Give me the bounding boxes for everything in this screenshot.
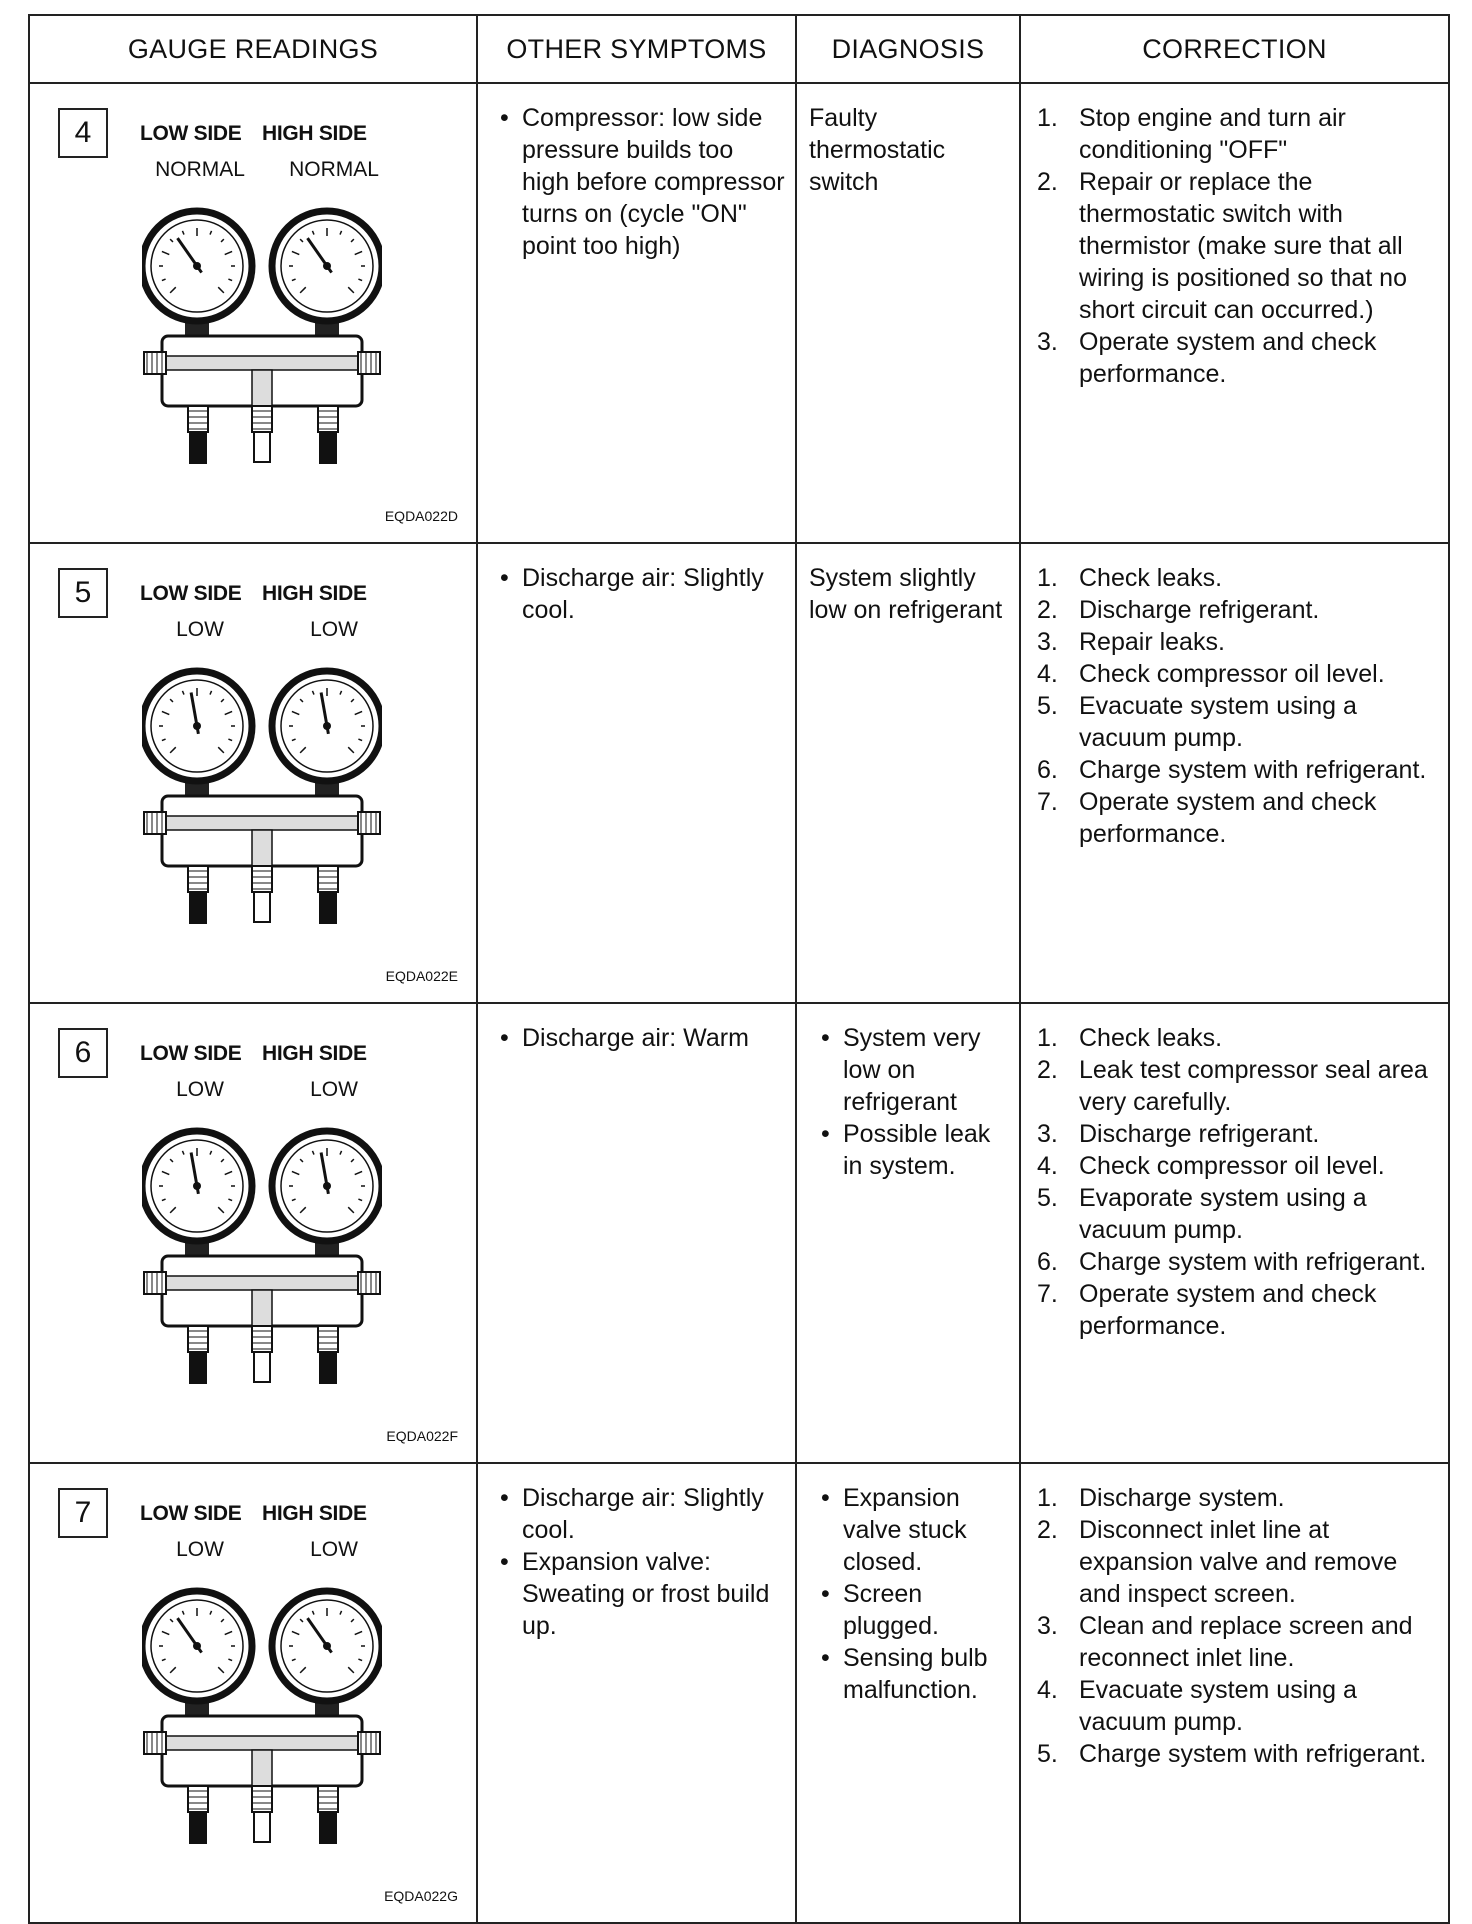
correction-step (1029, 1182, 1440, 1246)
symptom-item: • Compressor: low side pressure builds too high before compressor turns on (cycle "ON" point too high) (488, 102, 785, 262)
step-text: Evaporate system using a vacuum pump. (1079, 1184, 1367, 1244)
manifold-body-icon (144, 796, 380, 866)
step-text: Check compressor oil level. (1079, 660, 1385, 688)
header-correction: CORRECTION (1020, 15, 1449, 83)
step-number: 7. (1037, 788, 1058, 816)
step-number: 4. (1037, 1676, 1058, 1704)
high-side-gauge-icon (272, 1131, 382, 1241)
gauge-readings-cell (29, 543, 477, 1003)
hose-fitting-icon (318, 1786, 338, 1844)
correction-step (1029, 1278, 1440, 1342)
manifold-body-icon (144, 336, 380, 406)
low-side-reading: LOW (176, 1538, 224, 1561)
step-text: Repair leaks. (1079, 628, 1225, 656)
figure-code: EQDA022E (385, 968, 458, 984)
row-number-box: 6 (58, 1028, 108, 1078)
row-number-box: 5 (58, 568, 108, 618)
diagnosis-cell (796, 543, 1020, 1003)
correction-steps (1029, 1482, 1440, 1770)
step-number: 2. (1037, 1056, 1058, 1084)
symptom-item: • Discharge air: Slightly cool. (488, 1482, 785, 1546)
step-text: Check leaks. (1079, 564, 1223, 592)
header-gauge-readings: GAUGE READINGS (29, 15, 477, 83)
correction-step (1029, 754, 1440, 786)
figure-code: EQDA022D (384, 508, 458, 524)
low-side-gauge-icon (142, 1131, 252, 1241)
correction-step (1029, 1118, 1440, 1150)
high-side-reading: LOW (310, 1078, 358, 1101)
hose-fitting-icon (318, 1326, 338, 1384)
step-text: Discharge refrigerant. (1079, 596, 1320, 624)
step-text: Check leaks. (1079, 1024, 1223, 1052)
correction-step (1029, 626, 1440, 658)
diagnosis-cell (796, 83, 1020, 543)
diagnosis-item: • System very low on refrigerant (809, 1022, 1011, 1118)
correction-step (1029, 1022, 1440, 1054)
step-text: Operate system and check performance. (1079, 788, 1377, 848)
step-text: Clean and replace screen and reconnect inlet line. (1079, 1612, 1413, 1672)
correction-step (1029, 166, 1440, 326)
manifold-gauge-illustration (142, 1096, 382, 1386)
correction-cell (1020, 543, 1449, 1003)
correction-step (1029, 1514, 1440, 1610)
table-row (29, 1003, 1449, 1463)
diagnosis-text: System slightly low on refrigerant (809, 564, 1003, 624)
step-number: 4. (1037, 660, 1058, 688)
diagnosis-list (809, 1022, 1011, 1182)
step-number: 1. (1037, 1024, 1058, 1052)
low-side-gauge-icon (142, 1591, 252, 1701)
manifold-body-icon (144, 1716, 380, 1786)
step-number: 6. (1037, 756, 1058, 784)
other-symptoms-cell (477, 1463, 796, 1923)
correction-steps (1029, 1022, 1440, 1342)
correction-step (1029, 786, 1440, 850)
diagnosis-cell (796, 1463, 1020, 1923)
step-text: Charge system with refrigerant. (1079, 1740, 1427, 1768)
hose-fitting-icon (252, 1786, 272, 1842)
correction-step (1029, 562, 1440, 594)
correction-step (1029, 658, 1440, 690)
low-side-label: LOW SIDE (140, 1502, 242, 1525)
high-side-reading: NORMAL (289, 158, 379, 181)
step-number: 6. (1037, 1248, 1058, 1276)
other-symptoms-cell (477, 1003, 796, 1463)
hose-fitting-icon (188, 1786, 208, 1844)
step-number: 4. (1037, 1152, 1058, 1180)
symptom-list (488, 562, 785, 626)
high-side-label: HIGH SIDE (262, 122, 367, 145)
header-diagnosis: DIAGNOSIS (796, 15, 1020, 83)
step-number: 3. (1037, 1612, 1058, 1640)
step-text: Stop engine and turn air conditioning "OFF" (1079, 104, 1346, 164)
step-number: 2. (1037, 1516, 1058, 1544)
correction-step (1029, 1482, 1440, 1514)
figure-code: EQDA022F (386, 1428, 458, 1444)
step-number: 1. (1037, 564, 1058, 592)
correction-step (1029, 690, 1440, 754)
low-side-reading: LOW (176, 1078, 224, 1101)
correction-cell (1020, 83, 1449, 543)
other-symptoms-cell (477, 543, 796, 1003)
symptom-list (488, 1022, 785, 1054)
hose-fitting-icon (252, 406, 272, 462)
correction-steps (1029, 562, 1440, 850)
high-side-gauge-icon (272, 211, 382, 321)
hose-fitting-icon (188, 866, 208, 924)
step-number: 5. (1037, 692, 1058, 720)
diagnosis-cell (796, 1003, 1020, 1463)
gauge-readings-cell (29, 1463, 477, 1923)
low-side-gauge-icon (142, 671, 252, 781)
high-side-label: HIGH SIDE (262, 582, 367, 605)
correction-step (1029, 1738, 1440, 1770)
low-side-reading: NORMAL (155, 158, 245, 181)
correction-step (1029, 326, 1440, 390)
high-side-label: HIGH SIDE (262, 1042, 367, 1065)
table-row (29, 83, 1449, 543)
high-side-label: HIGH SIDE (262, 1502, 367, 1525)
diagnosis-item: • Screen plugged. (809, 1578, 1011, 1642)
gauge-readings-cell (29, 1003, 477, 1463)
step-number: 3. (1037, 628, 1058, 656)
high-side-reading: LOW (310, 618, 358, 641)
step-text: Check compressor oil level. (1079, 1152, 1385, 1180)
hose-fitting-icon (318, 406, 338, 464)
diagnosis-table (28, 14, 1450, 1924)
other-symptoms-cell (477, 83, 796, 543)
step-number: 7. (1037, 1280, 1058, 1308)
diagnosis-text: Faulty thermostatic switch (809, 104, 946, 196)
step-text: Operate system and check performance. (1079, 328, 1377, 388)
header-other-symptoms: OTHER SYMPTOMS (477, 15, 796, 83)
low-side-label: LOW SIDE (140, 122, 242, 145)
step-text: Evacuate system using a vacuum pump. (1079, 1676, 1357, 1736)
low-side-reading: LOW (176, 618, 224, 641)
manifold-gauge-illustration (142, 176, 382, 466)
table-body (29, 83, 1449, 1923)
step-text: Disconnect inlet line at expansion valve and remove and inspect screen. (1079, 1516, 1398, 1608)
correction-cell (1020, 1463, 1449, 1923)
correction-step (1029, 1674, 1440, 1738)
diagnosis-list (809, 1482, 1011, 1706)
header-row (29, 15, 1449, 83)
diagnosis-item: • Sensing bulb malfunction. (809, 1642, 1011, 1706)
table-row (29, 543, 1449, 1003)
row-number-box: 7 (58, 1488, 108, 1538)
step-text: Evacuate system using a vacuum pump. (1079, 692, 1357, 752)
correction-steps (1029, 102, 1440, 390)
hose-fitting-icon (318, 866, 338, 924)
step-number: 3. (1037, 1120, 1058, 1148)
step-text: Repair or replace the thermostatic switch with thermistor (make sure that all wiring is positioned so that no short circuit can occurred.) (1079, 168, 1407, 324)
step-number: 1. (1037, 1484, 1058, 1512)
diagnosis-item: • Possible leak in system. (809, 1118, 1011, 1182)
symptom-list (488, 1482, 785, 1642)
high-side-reading: LOW (310, 1538, 358, 1561)
manifold-gauge-illustration (142, 1556, 382, 1846)
low-side-gauge-icon (142, 211, 252, 321)
high-side-gauge-icon (272, 671, 382, 781)
high-side-gauge-icon (272, 1591, 382, 1701)
correction-step (1029, 1054, 1440, 1118)
step-number: 5. (1037, 1184, 1058, 1212)
gauge-readings-cell (29, 83, 477, 543)
correction-step (1029, 1610, 1440, 1674)
diagnosis-item: • Expansion valve stuck closed. (809, 1482, 1011, 1578)
low-side-label: LOW SIDE (140, 582, 242, 605)
step-text: Operate system and check performance. (1079, 1280, 1377, 1340)
hose-fitting-icon (188, 406, 208, 464)
step-text: Charge system with refrigerant. (1079, 1248, 1427, 1276)
step-text: Charge system with refrigerant. (1079, 756, 1427, 784)
correction-step (1029, 594, 1440, 626)
manifold-body-icon (144, 1256, 380, 1326)
hose-fitting-icon (252, 1326, 272, 1382)
step-text: Discharge refrigerant. (1079, 1120, 1320, 1148)
low-side-label: LOW SIDE (140, 1042, 242, 1065)
symptom-item: • Expansion valve: Sweating or frost build up. (488, 1546, 785, 1642)
step-text: Leak test compressor seal area very carefully. (1079, 1056, 1428, 1116)
step-text: Discharge system. (1079, 1484, 1285, 1512)
step-number: 1. (1037, 104, 1058, 132)
correction-step (1029, 102, 1440, 166)
figure-code: EQDA022G (384, 1888, 458, 1904)
symptom-item: • Discharge air: Slightly cool. (488, 562, 785, 626)
correction-step (1029, 1246, 1440, 1278)
step-number: 2. (1037, 168, 1058, 196)
step-number: 3. (1037, 328, 1058, 356)
symptom-list (488, 102, 785, 262)
hose-fitting-icon (252, 866, 272, 922)
correction-cell (1020, 1003, 1449, 1463)
symptom-item: • Discharge air: Warm (488, 1022, 785, 1054)
step-number: 5. (1037, 1740, 1058, 1768)
manifold-gauge-illustration (142, 636, 382, 926)
correction-step (1029, 1150, 1440, 1182)
step-number: 2. (1037, 596, 1058, 624)
row-number-box: 4 (58, 108, 108, 158)
table-row (29, 1463, 1449, 1923)
hose-fitting-icon (188, 1326, 208, 1384)
